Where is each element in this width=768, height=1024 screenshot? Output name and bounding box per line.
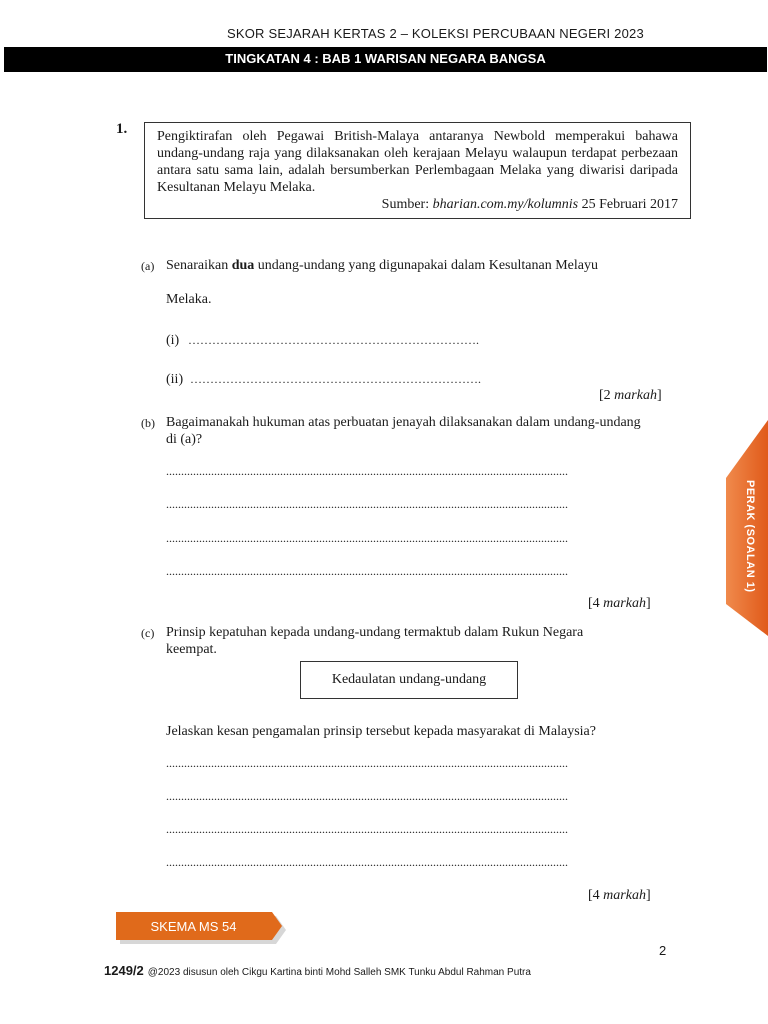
source-date: 25 Februari 2017 (578, 197, 678, 212)
page-number: 2 (659, 943, 667, 958)
part-c-answer-line[interactable]: ...................................................................................................................................... (166, 822, 568, 836)
part-b-label: (b) (141, 416, 155, 430)
footer (104, 962, 531, 980)
skema-button-label[interactable]: SKEMA MS 54 (150, 919, 237, 934)
part-b-answer-line[interactable]: ...................................................................................................................................... (166, 464, 568, 478)
part-b-answer-line[interactable]: ...................................................................................................................................... (166, 531, 568, 545)
part-a-question-line2: Melaka. (166, 292, 212, 307)
chapter-title-bar (4, 47, 767, 72)
marks-word: markah (614, 388, 657, 403)
part-c-marks (588, 888, 651, 904)
part-a-marks (599, 388, 662, 404)
part-b-answer-line[interactable]: ...................................................................................................................................... (166, 564, 568, 578)
marks-close: ] (645, 596, 651, 611)
part-c-label: (c) (141, 626, 155, 640)
marks-close: ] (645, 888, 651, 903)
part-b-question: Bagaimanakah hukuman atas perbuatan jenayah dilaksanakan dalam undang-undang di (a)? (166, 415, 641, 447)
part-c-question: Prinsip kepatuhan kepada undang-undang termaktub dalam Rukun Negara keempat. (166, 625, 584, 657)
marks-open: [2 (599, 388, 615, 403)
source-citation (157, 196, 678, 213)
chapter-title: TINGKATAN 4 : BAB 1 WARISAN NEGARA BANGSA (225, 51, 546, 66)
part-b-answer-line[interactable]: ...................................................................................................................................... (166, 497, 568, 511)
paper-code: 1249/2 (104, 963, 144, 978)
source-box (144, 122, 691, 219)
part-a-text-after: undang-undang yang digunapakai dalam Kesultanan Melayu (254, 258, 598, 273)
part-a-item-ii-answer-line[interactable]: ………………………………………………………………. (190, 372, 481, 386)
footer-credit: @2023 disusun oleh Cikgu Kartina binti Mohd Salleh SMK Tunku Abdul Rahman Putra (147, 967, 531, 978)
part-c-prompt: Jelaskan kesan pengamalan prinsip tersebut kepada masyarakat di Malaysia? (166, 724, 596, 739)
part-a-text-bold: dua (231, 258, 255, 273)
marks-word: markah (603, 888, 646, 903)
part-b-marks (588, 596, 651, 612)
principle-box: Kedaulatan undang-undang (300, 661, 518, 699)
part-a-label: (a) (141, 259, 155, 273)
question-number: 1. (116, 121, 128, 137)
marks-open: [4 (588, 888, 604, 903)
part-c-answer-line[interactable]: ...................................................................................................................................... (166, 789, 568, 803)
side-tab-label: PERAK (SOALAN 1) (744, 480, 756, 593)
exam-series-title: SKOR SEJARAH KERTAS 2 – KOLEKSI PERCUBAAN NEGERI 2023 (227, 26, 644, 41)
part-a-item-ii-label: (ii) (166, 372, 184, 387)
part-a-item-i-answer-line[interactable]: ………………………………………………………………. (188, 333, 479, 347)
source-text: Pengiktirafan oleh Pegawai British-Malaya antaranya Newbold memperakui bahawa undang-undang raja yang dilaksanakan oleh kerajaan Melayu walaupun terdapat perbezaan antara satu sama lain, adalah bersumberkan Perlembagaan Melaka yang diwarisi daripada Kesultanan Melayu Melaka. (157, 129, 678, 195)
source-prefix: Sumber: (381, 197, 433, 212)
marks-open: [4 (588, 596, 604, 611)
source-site: bharian.com.my/kolumnis (432, 197, 579, 212)
part-a-item-i-label: (i) (166, 333, 180, 348)
part-c-answer-line[interactable]: ...................................................................................................................................... (166, 756, 568, 770)
part-a-text-before: Senaraikan (166, 258, 232, 273)
part-c-answer-line[interactable]: ...................................................................................................................................... (166, 855, 568, 869)
marks-close: ] (656, 388, 662, 403)
marks-word: markah (603, 596, 646, 611)
part-a-question (166, 257, 598, 274)
